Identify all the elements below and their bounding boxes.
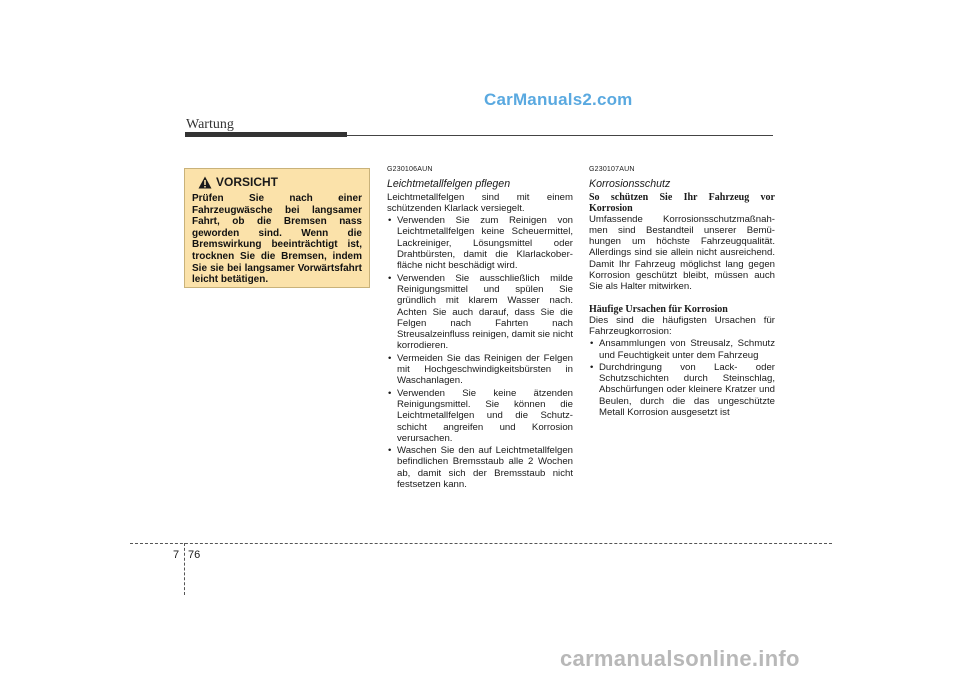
caution-text: Prüfen Sie nach einer Fahrzeugwäsche bei langsamer Fahrt, ob die Bremsen nass geworden sind. Wenn die Bremswirkung beeinträchtigt ist, trocknen Sie die Bremsen, indem Sie sie bei langsamer Vorwärtsfahrt leicht betätigen. — [192, 193, 362, 286]
footer-rule — [130, 543, 832, 544]
corrosion-section-code: G230107AUN — [589, 166, 635, 173]
protect-heading: So schützen Sie Ihr Fahrzeug vor Korrosion — [589, 191, 775, 214]
alloy-bullet: • Verwenden Sie zum Reinigen von Leichtmetallfelgen keine Scheuermittel, Lackreiniger, Lösungsmittel oder Drahtbürsten, damit die Klarlackober-fläche nicht beschädigt wird. — [387, 215, 573, 271]
cause-bullet: • Durchdringung von Lack- oder Schutzschichten durch Steinschlag, Abschürfungen oder kleinere Kratzer und Beulen, durch die das ungeschützte Metall Korrosion ausgesetzt ist — [589, 362, 775, 418]
alloy-wheel-section — [387, 164, 573, 490]
footer-divider — [184, 543, 185, 595]
caution-box — [184, 168, 370, 288]
watermark-top: CarManuals2.com — [484, 90, 633, 109]
protect-text: Umfassende Korrosionsschutzmaßnah-men sind Bestandteil unserer Bemü-hungen um höchste Fahrzeugqualität. Allerdings sind sie allein nicht ausreichend. Damit Ihr Fahrzeug möglichst lang gegen Korrosion geschützt bleibt, müssen auch Sie als Halter mitwirken. — [589, 213, 775, 293]
chapter-number: 7 — [173, 549, 180, 561]
caution-title: VORSICHT — [216, 175, 279, 189]
alloy-bullet: • Verwenden Sie keine ätzenden Reinigungsmittel. Sie können die Leichtmetallfelgen und die Schutz-schicht angreifen und Korrosion verursachen. — [387, 388, 573, 444]
alloy-intro: Leichtmetallfelgen sind mit einem schützenden Klarlack versiegelt. — [387, 191, 573, 214]
alloy-bullet: • Waschen Sie den auf Leichtmetallfelgen befindlichen Bremsstaub alle 2 Wochen ab, damit sich der Bremsstaub nicht festsetzen kann. — [387, 445, 573, 490]
alloy-bullet-list — [387, 215, 573, 490]
page-number: 76 — [188, 549, 201, 561]
alloy-section-code: G230106AUN — [387, 166, 433, 173]
section-label: Wartung — [186, 117, 234, 132]
alloy-section-title: Leichtmetallfelgen pflegen — [387, 178, 511, 191]
alloy-bullet: • Vermeiden Sie das Reinigen der Felgen mit Hochgeschwindigkeitsbürsten in Waschanlagen. — [387, 353, 573, 387]
cause-bullet: • Ansammlungen von Streusalz, Schmutz und Feuchtigkeit unter dem Fahrzeug — [589, 338, 775, 361]
causes-heading: Häufige Ursachen für Korrosion — [589, 303, 728, 315]
corrosion-section — [589, 164, 775, 418]
causes-intro: Dies sind die häufigsten Ursachen für Fahrzeugkorrosion: — [589, 314, 775, 337]
warning-triangle-icon — [198, 176, 212, 189]
caution-header — [198, 175, 362, 189]
header-accent-bar — [185, 132, 347, 137]
alloy-bullet: • Verwenden Sie ausschließlich milde Reinigungsmittel und spülen Sie gründlich mit klarem Wasser nach. Achten Sie auch darauf, dass Sie die Felgen nach Fahrten nach Streusalzeinfluss reinigen, damit sie nicht korrodieren. — [387, 273, 573, 352]
corrosion-section-title: Korrosionsschutz — [589, 178, 671, 191]
causes-bullet-list — [589, 338, 775, 418]
watermark-bottom: carmanualsonline.info — [560, 646, 800, 671]
